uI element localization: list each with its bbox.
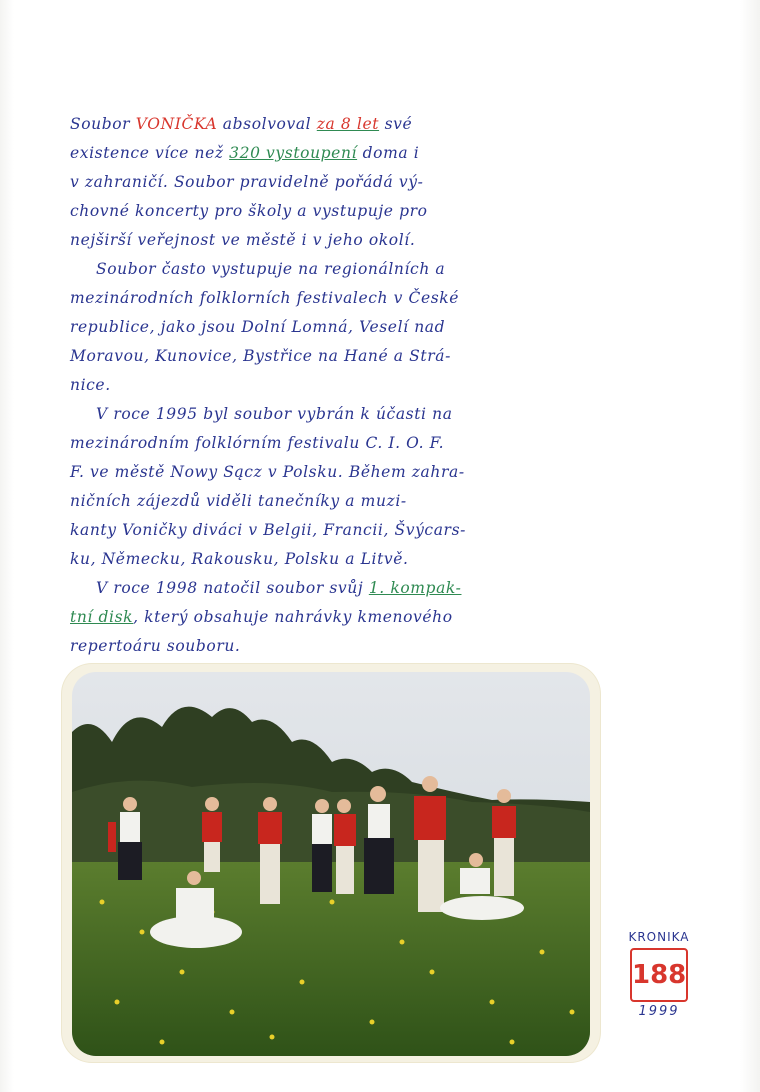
text-line-4: chovné koncerty pro školy a vystupuje pro (70, 202, 428, 220)
text-line-11: V roce 1995 byl soubor vybrán k účasti na (96, 405, 453, 423)
text-line-8: republice, jako jsou Dolní Lomná, Veselí nad (70, 318, 446, 336)
handwritten-chronicle-text (70, 110, 570, 661)
stamp-title: KRONIKA (628, 930, 690, 944)
text-line-5: nejširší veřejnost ve městě i v jeho okolí. (70, 231, 416, 249)
text-line-7: mezinárodních folklorních festivalech v České (70, 289, 460, 307)
text-line-13: F. ve městě Nowy Sącz v Polsku. Během zahra- (70, 463, 465, 481)
text-line-3: v zahraničí. Soubor pravidelně pořádá vý- (70, 173, 424, 191)
text-line-6: Soubor často vystupuje na regionálních a (96, 260, 446, 278)
text-line-14: ničních zájezdů viděli tanečníky a muzi- (70, 492, 407, 510)
folk-dance-photo (72, 672, 590, 1056)
text-line-9: Moravou, Kunovice, Bystřice na Hané a Strá- (70, 347, 451, 365)
text-line-15: kanty Voničky diváci v Belgii, Francii, Švýcars- (70, 521, 466, 539)
text-line-18: tní disk, který obsahuje nahrávky kmenového (70, 608, 453, 626)
chronicle-page-stamp (624, 930, 694, 1026)
text-line-19: repertoáru souboru. (70, 637, 241, 655)
page-number: 188 (630, 948, 688, 1002)
stamp-year: 1999 (638, 1004, 680, 1019)
text-line-16: ku, Německu, Rakousku, Polsku a Litvě. (70, 550, 409, 568)
text-line-1: Soubor VONIČKA absolvoval za 8 let své (70, 115, 413, 133)
text-line-12: mezinárodním folklórním festivalu C. I. O. F. (70, 434, 445, 452)
text-line-2: existence více než 320 vystoupení doma i (70, 144, 420, 162)
text-line-10: nice. (70, 376, 111, 394)
text-line-17: V roce 1998 natočil soubor svůj 1. kompak- (96, 579, 462, 597)
